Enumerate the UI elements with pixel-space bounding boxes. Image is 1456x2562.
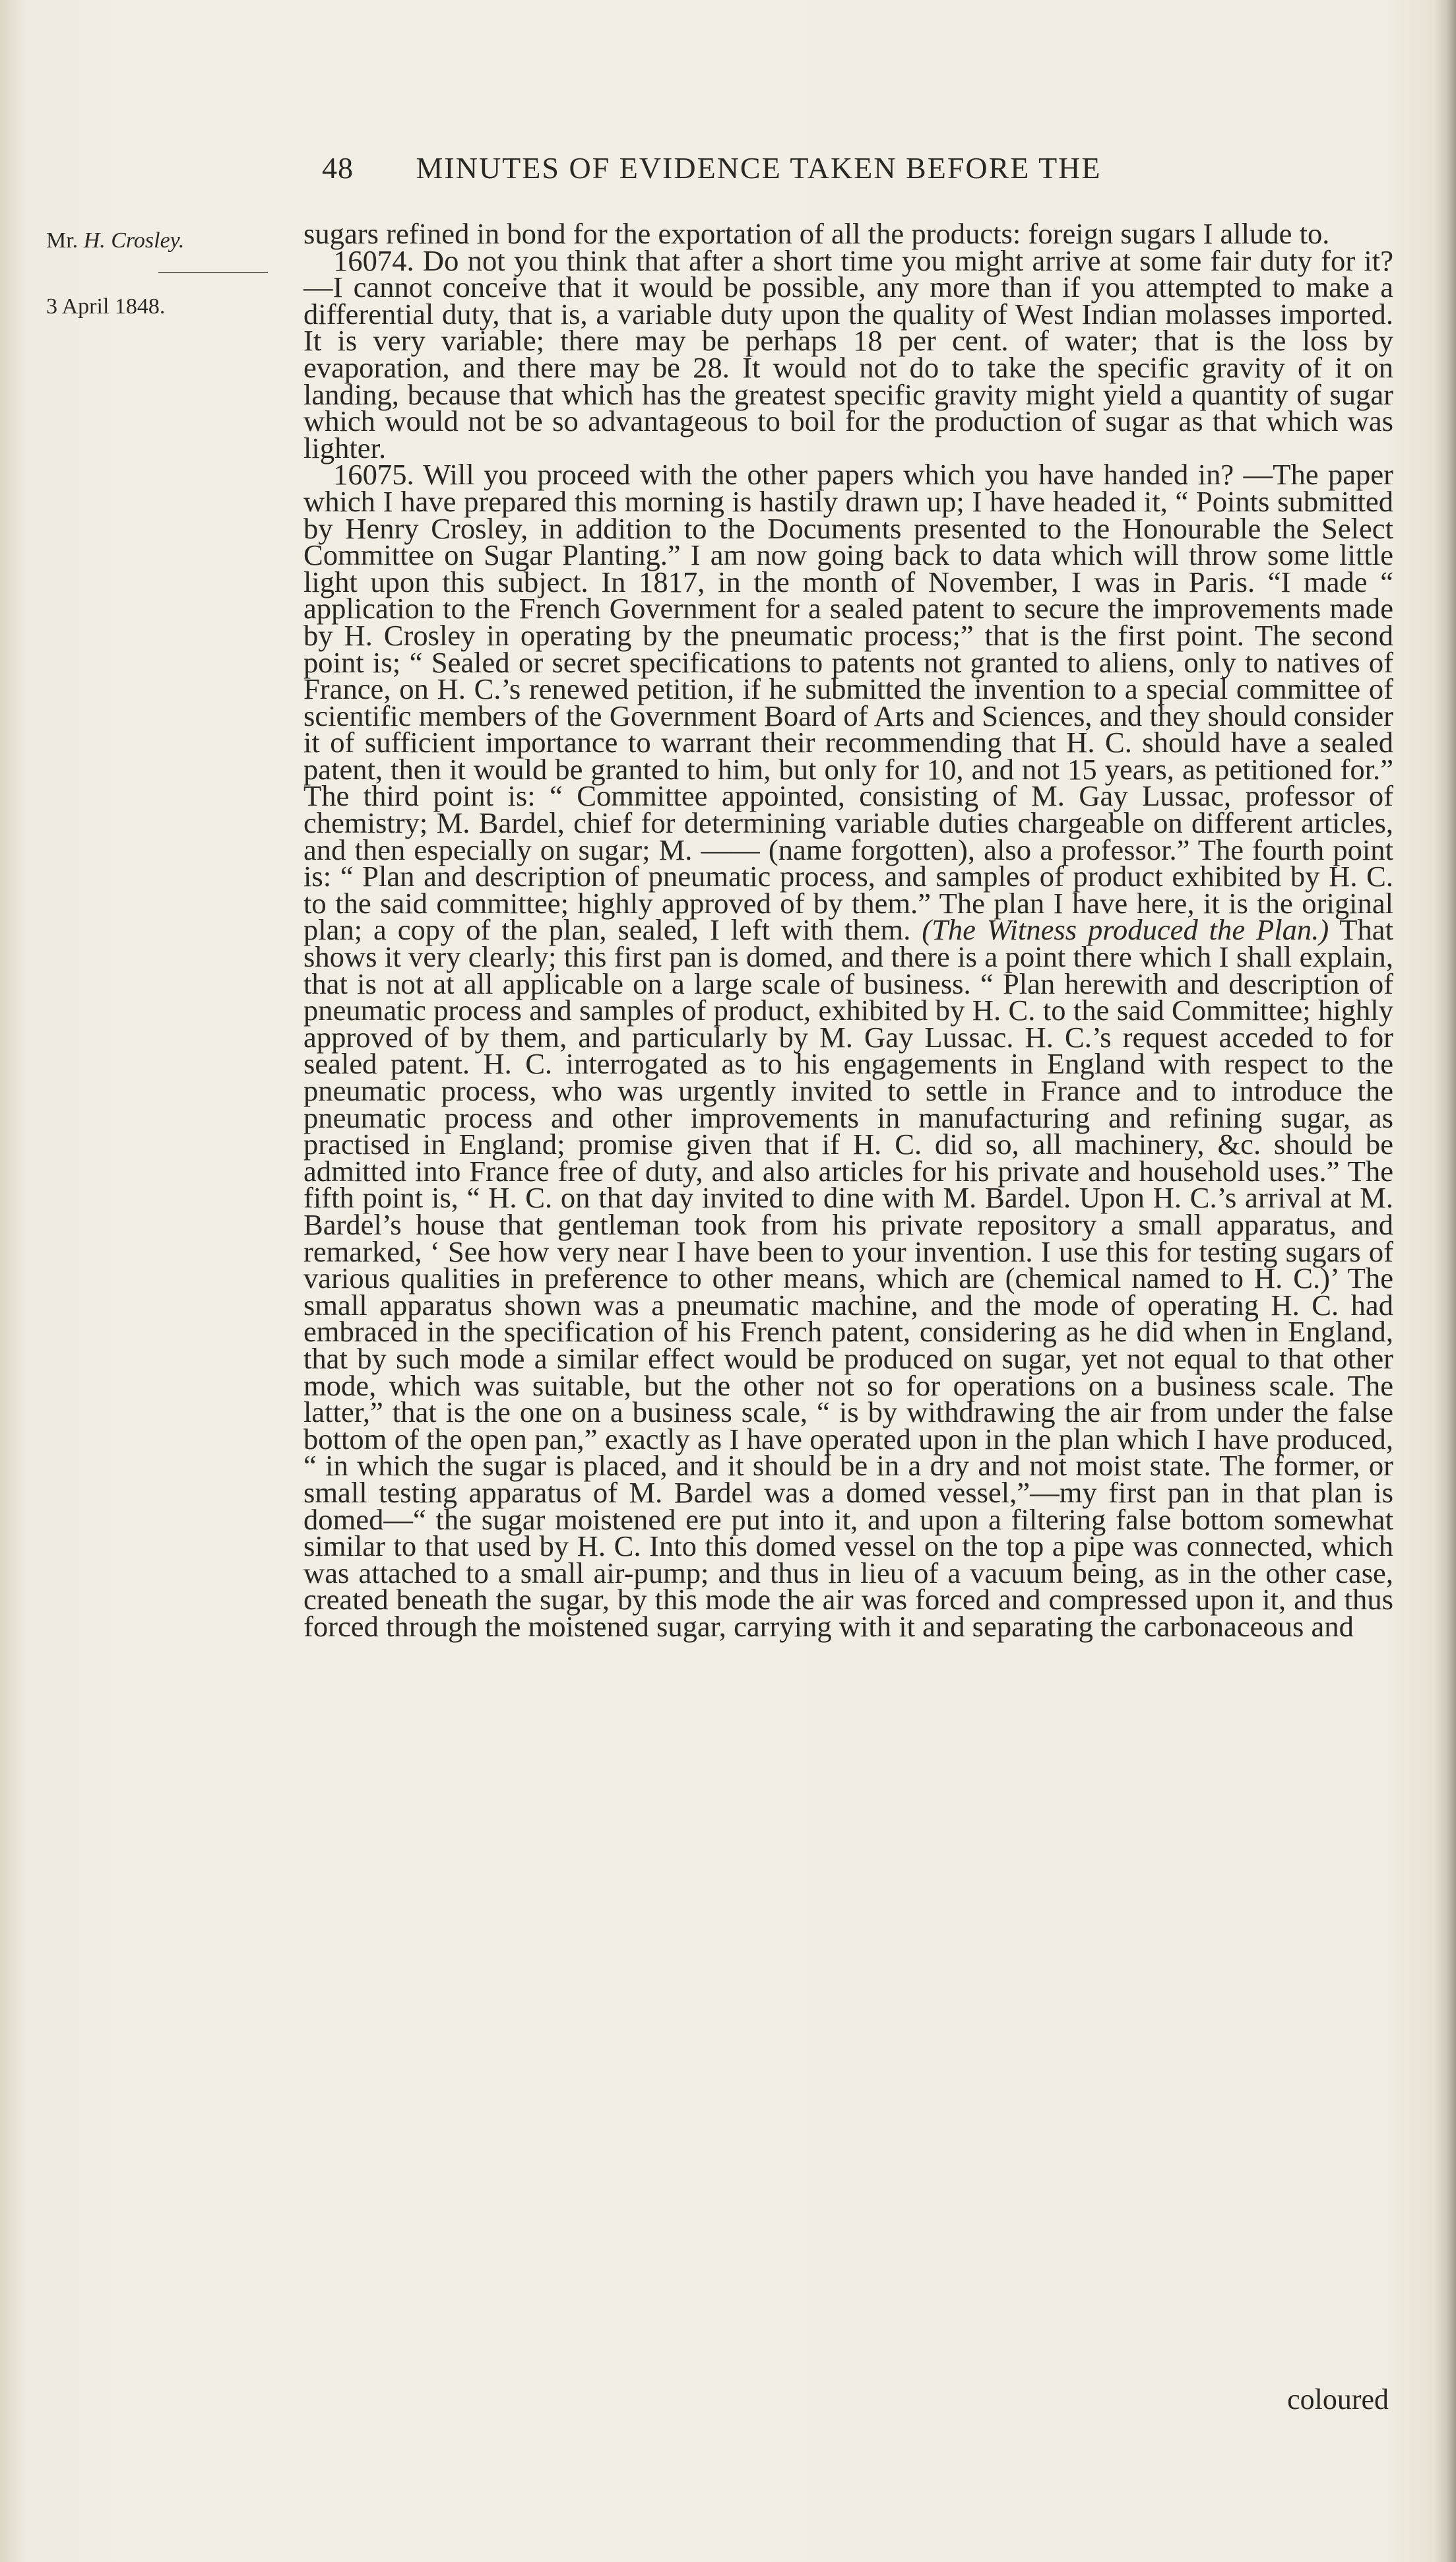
running-title: MINUTES OF EVIDENCE TAKEN BEFORE THE <box>416 151 1102 185</box>
catchword: coloured <box>1287 2383 1389 2416</box>
body-text <box>303 217 1393 1643</box>
page-edge-shadow <box>1447 0 1456 2562</box>
paragraph-16075-part2: That shows it very clearly; this first pan is domed, and there is a point there which I shall explain, that is not at all applicable on a large scale of business. “ Plan herewith and description of pneumatic process and samples of product, exhibited by H. C. to the said Committee; highly approved of by them, and particularly by M. Gay Lussac. H. C.’s request acceded to for sealed patent. H. C. interrogated as to his engagements in England with respect to the pneumatic process, who was urgently invited to settle in France and to introduce the pneumatic process and other improvements in manufacturing and refining sugar, as practised in England; promise given that if H. C. did so, all machinery, &c. should be admitted into France free of duty, and also articles for his private and household uses.” The fifth point is, “ H. C. on that day invited to dine with M. Bardel. Upon H. C.’s arrival at M. Bardel’s house that gentleman took from his private repository a small apparatus, and remarked, ‘ See how very near I have been to your invention. I use this for testing sugars of various qualities in preference to other means, which are (chemical named to H. C.)’ The small apparatus shown was a pneumatic machine, and the mode of operating H. C. had embraced in the specification of his French patent, considering as he did when in England, that by such mode a similar effect would be produced on sugar, yet not equal to that other mode, which was suitable, but the other not so for operations on a business scale. The latter,” that is the one on a business scale, “ is by withdrawing the air from under the false bottom of the open pan,” exactly as I have operated upon in the plan which I have produced, “ in which the sugar is placed, and it should be in a dry and not moist state. The former, or small testing apparatus of M. Bardel was a domed vessel,”—my first pan in that plan is domed—“ the sugar moistened ere put into it, and upon a filtering false bottom somewhat similar to that used by H. C. Into this domed vessel on the top a pipe was connected, which was attached to a small air-pump; and thus in lieu of a vacuum being, as in the other case, created beneath the sugar, by this mode the air was forced and compressed upon it, and thus forced through the moistened sugar, carrying with it and separating the carbonaceous and <box>303 913 1393 1643</box>
margin-rule <box>158 272 268 273</box>
witness-name: H. Crosley. <box>83 228 185 253</box>
page-number: 48 <box>322 151 354 185</box>
margin-witness <box>46 228 290 253</box>
paragraph-16075-part1: 16075. Will you proceed with the other papers which you have handed in? —The paper which I have prepared this morning is hastily drawn up; I have headed it, “ Points submitted by Henry Crosley, in addition to the Documents presented to the Honourable the Select Committee on Sugar Planting.” I am now going back to data which will throw some little light upon this subject. In 1817, in the month of November, I was in Paris. “I made “ application to the French Government for a sealed patent to secure the improvements made by H. Crosley in operating by the pneumatic process;” that is the first point. The second point is; “ Sealed or secret specifications to patents not granted to aliens, only to natives of France, on H. C.’s renewed petition, if he submitted the invention to a special committee of scientific members of the Government Board of Arts and Sciences, and they should consider it of sufficient importance to warrant their recommending that H. C. should have a sealed patent, then it would be granted to him, but only for 10, and not 15 years, as petitioned for.” The third point is: “ Committee appointed, consisting of M. Gay Lussac, professor of chemistry; M. Bardel, chief for determining variable duties chargeable on different articles, and then especially on sugar; M. —— (name forgotten), also a professor.” The fourth point is: “ Plan and description of pneumatic process, and samples of product exhibited by H. C. to the said committee; highly approved of by them.” The plan I have here, it is the original plan; a copy of the plan, sealed, I left with them. <box>303 458 1393 947</box>
margin-date: 3 April 1848. <box>46 294 166 319</box>
witness-produced-plan-note: (The Witness produced the Plan.) <box>922 913 1329 947</box>
paragraph-continuation: sugars refined in bond for the exportation of all the products: foreign sugars I allude to. <box>303 217 1330 250</box>
witness-prefix: Mr. <box>46 228 79 253</box>
running-header <box>322 150 1259 185</box>
paragraph-16074: 16074. Do not you think that after a short time you might arrive at some fair duty for it?—I cannot conceive that it would be possible, any more than if you attempted to make a differential duty, that is, a variable duty upon the quality of West Indian molasses imported. It is very variable; there may be perhaps 18 per cent. of water; that is the loss by evaporation, and there may be 28. It would not do to take the specific gravity of it on landing, because that which has the greatest specific gravity might yield a quantity of sugar which would not be so advantageous to boil for the production of sugar as that which was lighter. <box>303 243 1393 464</box>
paragraph-16075 <box>303 458 1393 1643</box>
